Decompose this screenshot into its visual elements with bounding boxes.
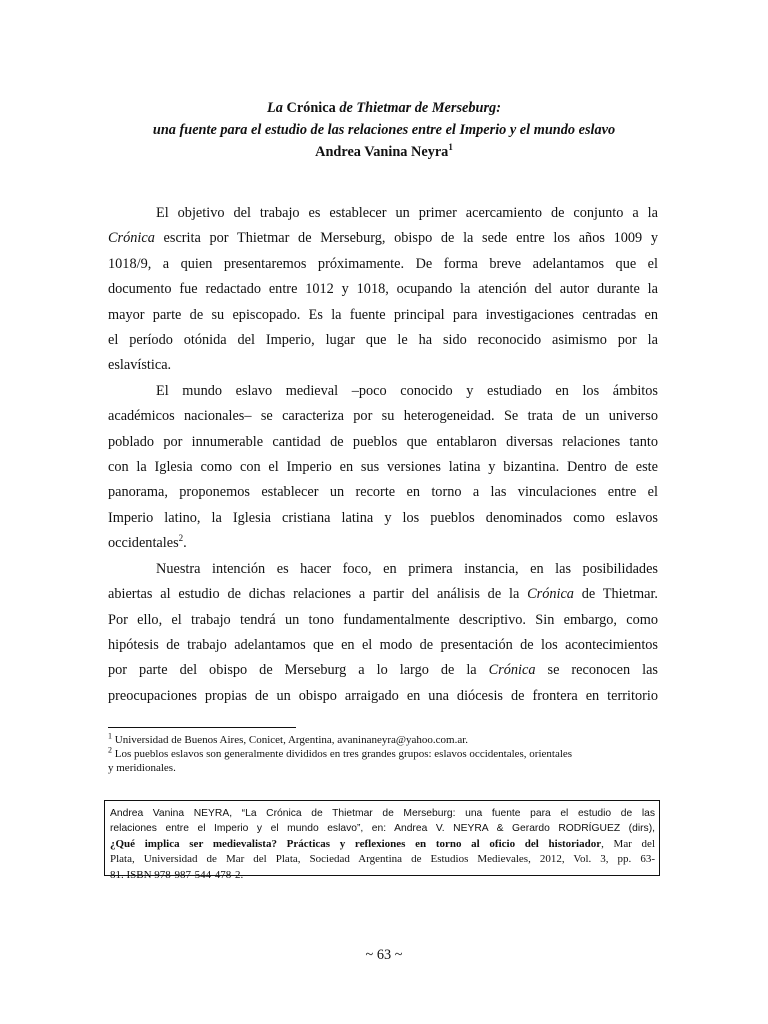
title-italic-la: La bbox=[267, 100, 283, 116]
text-run: eslavística. bbox=[108, 357, 172, 374]
author-name bbox=[0, 141, 768, 163]
footnote-mark: 1 bbox=[108, 731, 112, 741]
citation-line bbox=[110, 837, 655, 852]
text-line bbox=[108, 633, 658, 658]
text-run: Andrea Vanina NEYRA, “La Crónica de Thietmar de Merseburg: una fuente para el estudio de las bbox=[110, 808, 655, 819]
paragraph bbox=[108, 201, 658, 379]
citation-line bbox=[110, 852, 655, 867]
paragraph bbox=[108, 557, 658, 709]
text-run: escrita por Thietmar de Merseburg, obispo de la sede entre los años 1009 y bbox=[154, 230, 658, 247]
text-run: hipótesis de trabajo adelantamos que en el modo de presentación de los acontecimientos bbox=[108, 636, 658, 653]
italic-text: Crónica bbox=[488, 662, 536, 679]
citation-line bbox=[110, 821, 655, 836]
text-run: . bbox=[183, 535, 187, 552]
text-line bbox=[108, 277, 658, 302]
text-run: Nuestra intención es hacer foco, en primera instancia, en las posibilidades bbox=[156, 560, 658, 577]
footnote-line bbox=[108, 733, 658, 747]
text-run: de Thietmar. bbox=[573, 586, 658, 603]
text-run: relaciones entre el Imperio y el mundo eslavo”, en: Andrea V. NEYRA & Gerardo RODRÍGUEZ (dirs), bbox=[110, 823, 655, 835]
text-run: con la Iglesia como con el Imperio en sus versiones latina y bizantina. Dentro de este bbox=[108, 459, 658, 476]
text-run: Por ello, el trabajo tendrá un tono fundamentalmente descriptivo. Sin embargo, como bbox=[108, 611, 658, 628]
footnote-line bbox=[108, 747, 658, 761]
text-run: por parte del obispo de Merseburg a lo largo de la bbox=[108, 662, 489, 679]
text-run: occidentales bbox=[108, 535, 179, 552]
footnote-rule bbox=[108, 727, 296, 728]
text-run: ¿Qué implica ser medievalista? Prácticas y reflexiones en torno al oficio del historiador bbox=[110, 837, 602, 850]
text-line bbox=[108, 303, 658, 328]
footnote-ref: 2 bbox=[178, 533, 184, 544]
text-run: preocupaciones propias de un obispo arraigado en una diócesis de frontera en territorio bbox=[108, 687, 658, 704]
text-run: El mundo eslavo medieval –poco conocido y estudiado en los ámbitos bbox=[156, 382, 658, 399]
text-line bbox=[108, 328, 658, 353]
text-run: mayor parte de su episcopado. Es la fuente principal para investigaciones centradas en bbox=[108, 306, 658, 323]
footnotes bbox=[108, 733, 658, 775]
italic-text: Crónica bbox=[108, 230, 155, 247]
text-run: 1018/9, a quien presentaremos próximamente. De forma breve adelantamos que el bbox=[108, 255, 658, 272]
citation-box bbox=[104, 800, 660, 881]
body-text bbox=[108, 201, 658, 709]
title-rest: de Thietmar de Merseburg: bbox=[339, 100, 501, 116]
citation-line bbox=[110, 868, 655, 883]
text-line bbox=[108, 480, 658, 505]
title-cronica: Crónica bbox=[286, 100, 336, 116]
text-run: 81. ISBN 978-987-544-478-2. bbox=[110, 868, 244, 881]
author-footnote-ref: 1 bbox=[448, 142, 453, 153]
text-line bbox=[108, 404, 658, 429]
text-run: El objetivo del trabajo es establecer un primer acercamiento de conjunto a la bbox=[156, 205, 658, 221]
text-run: poblado por innumerable cantidad de pueblos que entablaron diversas relaciones tanto bbox=[108, 433, 658, 450]
text-run: académicos nacionales– se caracteriza por su heterogeneidad. Se trata de un universo bbox=[108, 408, 658, 425]
text-line bbox=[108, 608, 658, 633]
text-line bbox=[108, 455, 658, 480]
text-line bbox=[108, 557, 658, 582]
text-run: Imperio latino, la Iglesia cristiana latina y los pueblos denominados como eslavos bbox=[108, 509, 658, 526]
text-line bbox=[108, 226, 658, 251]
text-line bbox=[108, 430, 658, 455]
footnote-mark: 2 bbox=[108, 745, 112, 755]
text-run: panorama, proponemos establecer un recorte en torno a las vinculaciones entre el bbox=[108, 484, 658, 501]
text-line bbox=[108, 506, 658, 531]
text-run: documento fue redactado entre 1012 y 1018, ocupando la atención del autor durante la bbox=[108, 281, 658, 298]
text-run: Plata, Universidad de Mar del Plata, Sociedad Argentina de Estudios Medievales, 2012, Vol. 3, pp. 63- bbox=[110, 853, 655, 866]
text-line bbox=[108, 379, 658, 404]
footnote-line bbox=[108, 761, 658, 775]
footnote-text: y meridionales. bbox=[108, 762, 176, 774]
footnote-text: Los pueblos eslavos son generalmente divididos en tres grandes grupos: eslavos occidentales, orientales bbox=[114, 748, 573, 760]
title-line-1 bbox=[0, 97, 768, 119]
citation-line bbox=[110, 806, 655, 821]
page-number: ~ 63 ~ bbox=[365, 947, 403, 963]
text-run: abiertas al estudio de dichas relaciones a partir del análisis de la bbox=[108, 586, 528, 603]
text-line bbox=[108, 353, 658, 378]
text-line bbox=[108, 531, 658, 556]
text-line bbox=[108, 658, 658, 683]
text-line bbox=[108, 582, 658, 607]
text-line bbox=[108, 684, 658, 709]
text-line bbox=[108, 252, 658, 277]
italic-text: Crónica bbox=[527, 586, 574, 603]
title-block bbox=[0, 97, 768, 163]
text-line bbox=[108, 201, 658, 226]
paragraph bbox=[108, 379, 658, 557]
title-line-2: una fuente para el estudio de las relaciones entre el Imperio y el mundo eslavo bbox=[152, 122, 616, 138]
text-run: se reconocen las bbox=[535, 662, 658, 679]
author-text: Andrea Vanina Neyra bbox=[315, 144, 449, 160]
text-run: el período otónida del Imperio, lugar que le ha sido reconocido asimismo por la bbox=[108, 332, 658, 349]
footnote-text: Universidad de Buenos Aires, Conicet, Argentina, avaninaneyra@yahoo.com.ar. bbox=[114, 734, 469, 746]
text-run: , Mar del bbox=[601, 837, 655, 850]
